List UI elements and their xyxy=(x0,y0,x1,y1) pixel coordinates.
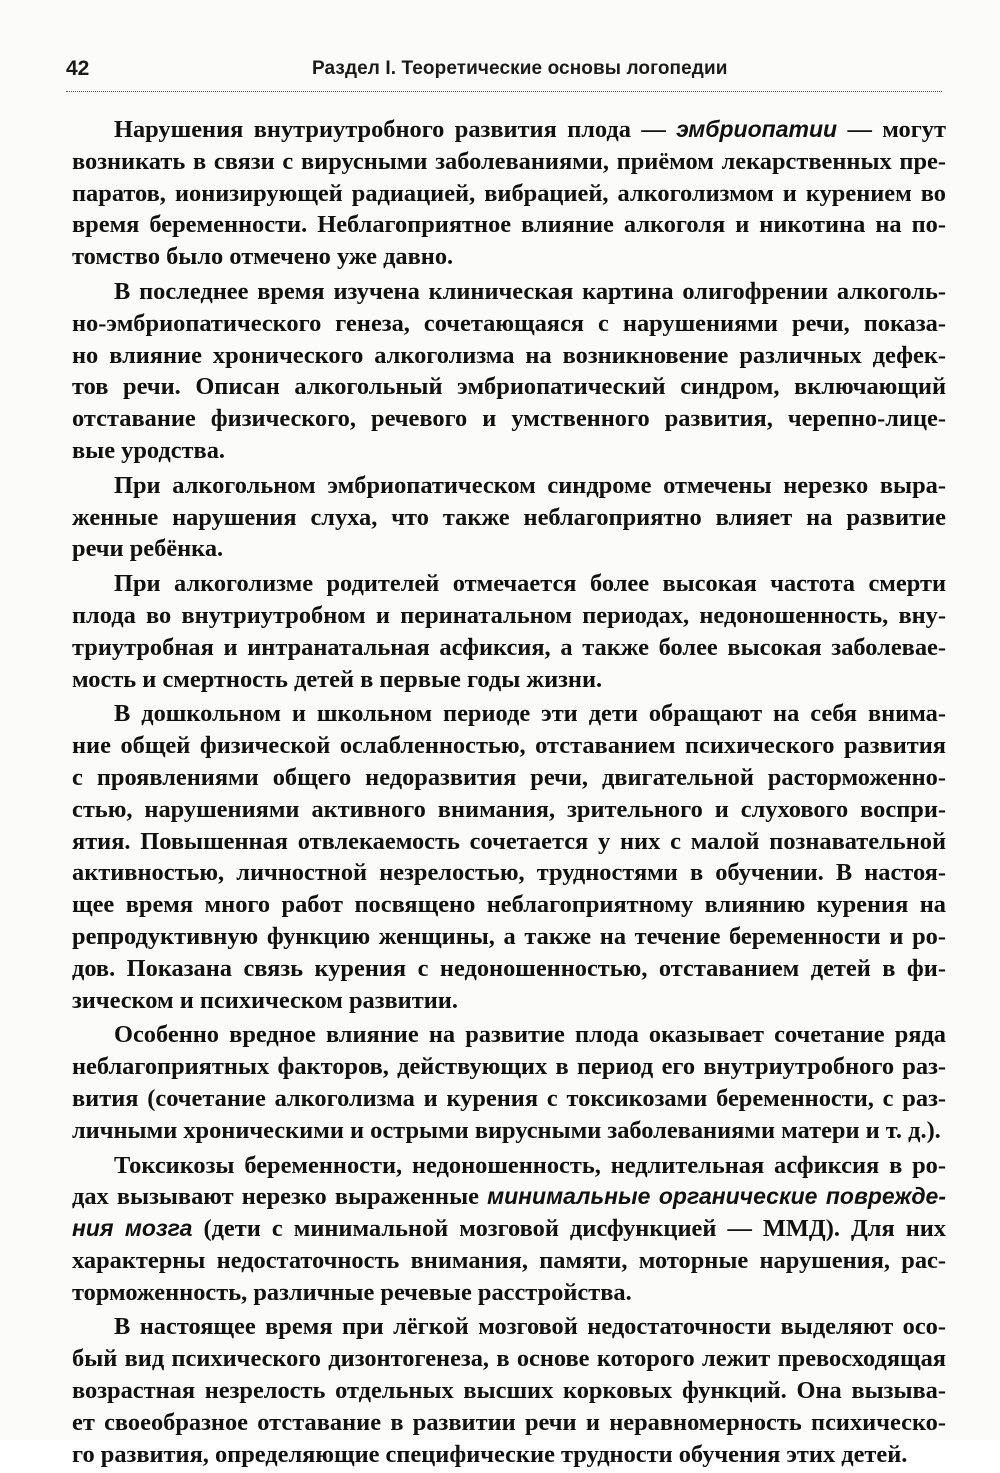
line-text: возрастная незрелость отдельных высших корковых функций. Она вызыва- xyxy=(72,1377,946,1405)
line-text: личными хроническими и острыми вирусными заболеваниями матери и т. д.). xyxy=(72,1116,941,1144)
text-line xyxy=(72,470,946,502)
line-text: го развития, определяющие специфические трудности обучения этих детей. xyxy=(72,1440,908,1468)
text-line xyxy=(72,371,946,403)
line-text: томство было отмечено уже давно. xyxy=(72,243,454,271)
line-text: триутробная и интранатальная асфиксия, а также более высокая заболевае- xyxy=(72,633,946,661)
line-text: паратов, ионизирующей радиацией, вибрацией, алкоголизмом и курением во xyxy=(72,179,946,207)
line-text: При алкоголизме родителей отмечается более высокая частота смерти xyxy=(114,570,946,598)
line-text-after-term: (дети с минимальной мозговой дисфункцией — ММД). Для них xyxy=(192,1215,946,1243)
text-line xyxy=(72,664,946,696)
text-line xyxy=(72,568,946,600)
paragraph xyxy=(72,568,946,695)
paragraph xyxy=(72,1019,946,1146)
line-text: вые уродства. xyxy=(72,436,226,464)
text-line xyxy=(72,308,946,340)
text-line xyxy=(72,698,946,730)
text-line xyxy=(72,600,946,632)
text-line xyxy=(72,403,946,435)
text-line xyxy=(72,533,946,565)
paragraph xyxy=(72,698,946,1016)
emphasized-term: ния мозга xyxy=(72,1215,193,1242)
text-line xyxy=(72,1277,946,1309)
text-line xyxy=(72,114,946,146)
text-line xyxy=(72,762,946,794)
line-text-before-term: Нарушения внутриутробного развития плода — xyxy=(114,116,677,143)
text-line xyxy=(72,1051,946,1083)
text-line xyxy=(72,921,946,953)
line-text-before-term: дах вызывают нерезко выраженные xyxy=(72,1183,488,1211)
line-text: стью, нарушениями активного внимания, зрительного и слухового воспри- xyxy=(72,795,946,823)
line-text: но влияние хронического алкоголизма на возникновение различных дефек- xyxy=(72,341,946,369)
running-head: Раздел I. Теоретические основы логопедии xyxy=(312,58,728,79)
paragraph xyxy=(72,1311,946,1470)
line-text: мость и смертность детей в первые годы жизни. xyxy=(72,665,603,693)
text-line xyxy=(72,178,946,210)
text-line xyxy=(72,1245,946,1277)
line-text: В дошкольном и школьном периоде эти дети обращают на себя внима- xyxy=(114,700,946,728)
line-text: репродуктивную функцию женщины, а также на течение беременности и ро- xyxy=(72,922,946,950)
text-line xyxy=(72,1407,946,1439)
line-text: речи ребёнка. xyxy=(72,535,224,563)
line-text: плода во внутриутробном и перинатальном периодах, недоношенность, вну- xyxy=(72,601,946,629)
text-line xyxy=(72,1439,946,1471)
line-text: В настоящее время при лёгкой мозговой недостаточности выделяют осо- xyxy=(114,1313,946,1341)
text-line xyxy=(72,794,946,826)
line-text: вития (сочетание алкоголизма и курения с токсикозами беременности, с раз- xyxy=(72,1084,946,1112)
text-line xyxy=(72,889,946,921)
line-text: с проявлениями общего недоразвития речи, двигательной расторможенно- xyxy=(72,763,946,791)
line-text: неблагоприятных факторов, действующих в период его внутриутробного раз- xyxy=(72,1053,946,1081)
emphasized-term: эмбриопатии xyxy=(676,116,838,142)
text-line xyxy=(72,857,946,889)
text-line xyxy=(72,1375,946,1407)
text-line xyxy=(72,1213,946,1245)
text-line xyxy=(72,435,946,467)
line-text: В последнее время изучена клиническая картина олигофрении алкоголь- xyxy=(114,277,946,305)
text-line xyxy=(72,340,946,372)
line-text: время беременности. Неблагоприятное влияние алкоголя и никотина на по- xyxy=(72,211,946,239)
line-text: активностью, личностной незрелостью, трудностями в обучении. В настоя- xyxy=(72,859,946,887)
line-text: щее время много работ посвящено неблагоприятному влиянию курения на xyxy=(72,891,946,919)
text-line xyxy=(72,209,946,241)
page-number: 42 xyxy=(66,57,90,80)
text-line xyxy=(72,632,946,664)
line-text: зическом и психическом развитии. xyxy=(72,986,458,1014)
text-line xyxy=(72,985,946,1017)
text-line xyxy=(72,730,946,762)
line-text: торможенность, различные речевые расстройства. xyxy=(72,1278,632,1306)
line-text: Особенно вредное влияние на развитие плода оказывает сочетание ряда xyxy=(114,1021,946,1049)
line-text: характерны недостаточность внимания, памяти, моторные нарушения, рас- xyxy=(72,1246,946,1274)
text-line xyxy=(72,1343,946,1375)
line-text: возникать в связи с вирусными заболеваниями, приёмом лекарственных пре- xyxy=(72,147,946,175)
page-header xyxy=(66,55,942,92)
text-line xyxy=(72,276,946,308)
paragraph xyxy=(72,276,946,467)
line-text: женные нарушения слуха, что также неблагоприятно влияет на развитие xyxy=(72,503,946,531)
emphasized-term: минимальные органические поврежде- xyxy=(487,1183,946,1210)
text-line xyxy=(72,826,946,858)
text-line xyxy=(72,1150,946,1182)
text-line xyxy=(72,241,946,273)
line-text: дов. Показана связь курения с недоношенностью, отставанием детей в фи- xyxy=(72,954,946,982)
line-text: ятия. Повышенная отвлекаемость сочетается у них с малой познавательной xyxy=(72,827,946,855)
line-text: ет своеобразное отставание в развитии речи и неравномерность психическо- xyxy=(72,1408,946,1436)
text-line xyxy=(72,1311,946,1343)
line-text: отставание физического, речевого и умственного развития, черепно-лице- xyxy=(72,405,946,433)
text-line xyxy=(72,146,946,178)
paragraph xyxy=(72,470,946,565)
page-body xyxy=(72,114,946,1473)
text-line xyxy=(72,953,946,985)
text-line xyxy=(72,1181,946,1213)
paragraph xyxy=(72,114,946,273)
text-line xyxy=(72,1115,946,1147)
line-text-after-term: — могут xyxy=(837,116,946,143)
line-text: бый вид психического дизонтогенеза, в основе которого лежит превосходящая xyxy=(72,1345,946,1373)
text-line xyxy=(72,502,946,534)
line-text: При алкогольном эмбриопатическом синдроме отмечены нерезко выра- xyxy=(114,471,946,499)
line-text: ние общей физической ослабленностью, отставанием психического развития xyxy=(72,732,946,760)
paragraph xyxy=(72,1150,946,1309)
line-text: но-эмбриопатического генеза, сочетающаяся с нарушениями речи, показа- xyxy=(72,309,946,337)
line-text: тов речи. Описан алкогольный эмбриопатический синдром, включающий xyxy=(72,373,946,401)
text-line xyxy=(72,1083,946,1115)
text-line xyxy=(72,1019,946,1051)
line-text: Токсикозы беременности, недоношенность, недлительная асфиксия в ро- xyxy=(114,1151,946,1179)
